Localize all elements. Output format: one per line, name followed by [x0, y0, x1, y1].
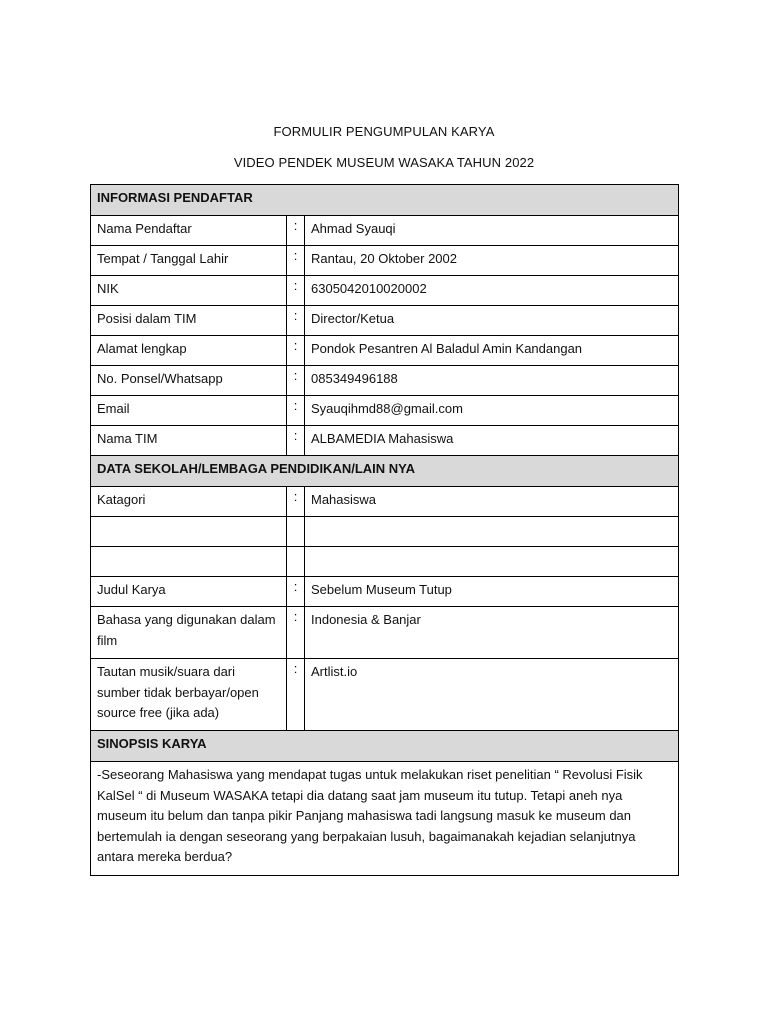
field-label: Email: [91, 396, 287, 426]
field-value: ALBAMEDIA Mahasiswa: [305, 426, 679, 456]
field-label: Bahasa yang digunakan dalam film: [91, 607, 287, 659]
colon-separator: :: [287, 659, 305, 731]
synopsis-text: -Seseorang Mahasiswa yang mendapat tugas untuk melakukan riset penelitian “ Revolusi Fisik KalSel “ di Museum WASAKA tetapi dia datang saat jam museum itu tutup. Tetapi aneh nya museum itu belum dan tanpa pikir Panjang mahasiswa tadi langsung masuk ke museum dan bertemulah ia dengan seseorang yang berpakaian lusuh, bagaimanakah kejadian selanjutnya antara mereka berdua?: [91, 762, 679, 876]
colon-separator: :: [287, 216, 305, 246]
colon-separator: :: [287, 336, 305, 366]
row-tautan-musik: [91, 659, 679, 731]
empty-cell: [91, 517, 287, 547]
colon-separator: :: [287, 276, 305, 306]
form-title: FORMULIR PENGUMPULAN KARYA: [273, 124, 495, 139]
row-alamat-lengkap: [91, 336, 679, 366]
empty-cell: [287, 547, 305, 577]
field-label: NIK: [91, 276, 287, 306]
colon-separator: :: [287, 366, 305, 396]
field-label: Tempat / Tanggal Lahir: [91, 246, 287, 276]
empty-cell: [305, 547, 679, 577]
field-label: Alamat lengkap: [91, 336, 287, 366]
field-value: Sebelum Museum Tutup: [305, 577, 679, 607]
section-heading: SINOPSIS KARYA: [91, 731, 679, 762]
field-value: Mahasiswa: [305, 487, 679, 517]
field-value: 6305042010020002: [305, 276, 679, 306]
colon-separator: :: [287, 426, 305, 456]
field-label: Tautan musik/suara dari sumber tidak berbayar/open source free (jika ada): [91, 659, 287, 731]
row-email: [91, 396, 679, 426]
colon-separator: :: [287, 306, 305, 336]
field-value: Ahmad Syauqi: [305, 216, 679, 246]
empty-cell: [287, 517, 305, 547]
section-header-school: [91, 456, 679, 487]
row-no-ponsel: [91, 366, 679, 396]
colon-separator: :: [287, 577, 305, 607]
field-label: Posisi dalam TIM: [91, 306, 287, 336]
field-label: Katagori: [91, 487, 287, 517]
registration-form-table: [90, 184, 679, 876]
field-value: Rantau, 20 Oktober 2002: [305, 246, 679, 276]
colon-separator: :: [287, 396, 305, 426]
field-value: 085349496188: [305, 366, 679, 396]
row-synopsis: [91, 762, 679, 876]
field-value: Indonesia & Banjar: [305, 607, 679, 659]
row-tempat-tanggal-lahir: [91, 246, 679, 276]
row-nama-tim: [91, 426, 679, 456]
section-heading: INFORMASI PENDAFTAR: [91, 185, 679, 216]
section-heading: DATA SEKOLAH/LEMBAGA PENDIDIKAN/LAIN NYA: [91, 456, 679, 487]
field-label: Nama TIM: [91, 426, 287, 456]
row-posisi-dalam-tim: [91, 306, 679, 336]
row-nik: [91, 276, 679, 306]
field-value: Pondok Pesantren Al Baladul Amin Kandangan: [305, 336, 679, 366]
colon-separator: :: [287, 607, 305, 659]
field-label: Nama Pendaftar: [91, 216, 287, 246]
section-header-synopsis: [91, 731, 679, 762]
field-value: Director/Ketua: [305, 306, 679, 336]
field-label: No. Ponsel/Whatsapp: [91, 366, 287, 396]
empty-cell: [305, 517, 679, 547]
row-judul-karya: [91, 577, 679, 607]
field-value: Syauqihmd88@gmail.com: [305, 396, 679, 426]
colon-separator: :: [287, 487, 305, 517]
row-nama-pendaftar: [91, 216, 679, 246]
field-label: Judul Karya: [91, 577, 287, 607]
form-subtitle: VIDEO PENDEK MUSEUM WASAKA TAHUN 2022: [233, 155, 535, 170]
empty-cell: [91, 547, 287, 577]
row-bahasa: [91, 607, 679, 659]
row-empty: [91, 517, 679, 547]
field-value: Artlist.io: [305, 659, 679, 731]
row-katagori: [91, 487, 679, 517]
section-header-registrant: [91, 185, 679, 216]
row-empty: [91, 547, 679, 577]
colon-separator: :: [287, 246, 305, 276]
